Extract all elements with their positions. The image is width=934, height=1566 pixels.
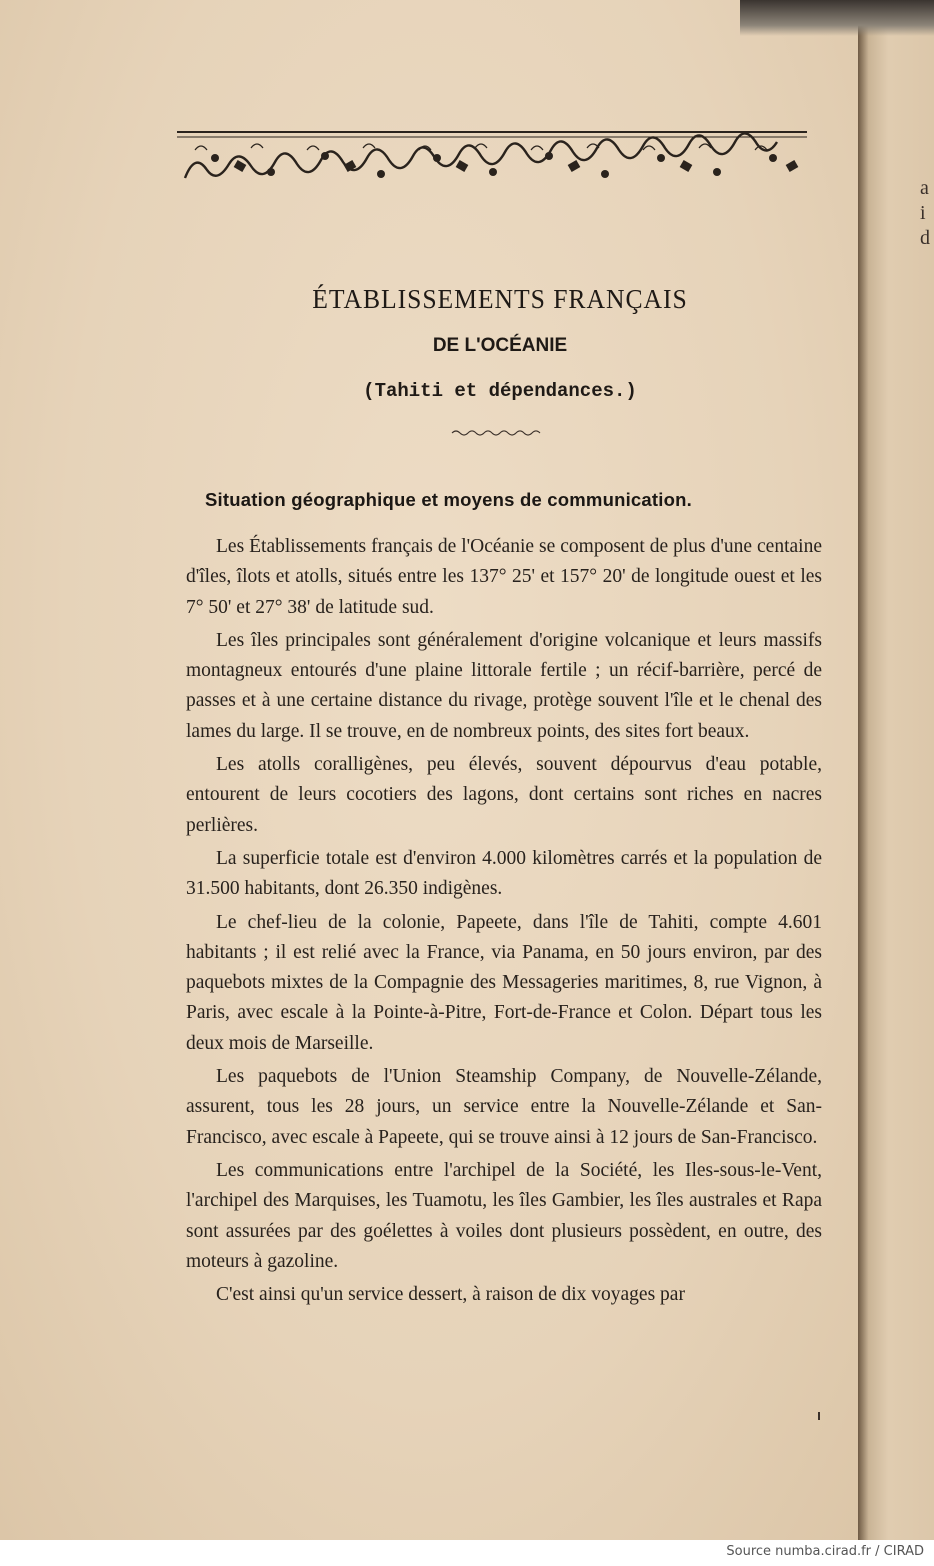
adjacent-page-letter: a xyxy=(920,177,929,199)
document-title: ÉTABLISSEMENTS FRANÇAIS xyxy=(312,284,688,314)
paragraph: Les paquebots de l'Union Steamship Company, de Nouvelle-Zélande, assurent, tous les 28 jours, un service entre la Nouvelle-Zélande et San-Francisco, avec escale à Papeete, qui se trouve ainsi à 12 jours de San-Francisco. xyxy=(186,1066,822,1148)
paragraph: Les atolls coralligènes, peu élevés, souvent dépourvus d'eau potable, entourent de leurs cocotiers des lagons, dont certains sont riches en nacres perlières. xyxy=(186,754,822,836)
paragraph: La superficie totale est d'environ 4.000 kilomètres carrés et la population de 31.500 habitants, dont 26.350 indigènes. xyxy=(186,847,822,900)
book-edge-shadow xyxy=(740,0,934,36)
document-subtitle: DE L'OCÉANIE xyxy=(432,335,568,356)
document-parenthetical: (Tahiti et dépendances.) xyxy=(363,380,637,402)
adjacent-page-letters xyxy=(920,176,934,251)
section-heading: Situation géographique et moyens de communication. xyxy=(205,489,692,510)
body-text xyxy=(186,532,822,1310)
adjacent-page-letter: d xyxy=(920,227,930,249)
adjacent-page-letter: i xyxy=(920,202,926,224)
paragraph: C'est ainsi qu'un service dessert, à raison de dix voyages par xyxy=(216,1284,685,1306)
source-credit: Source numba.cirad.fr / CIRAD xyxy=(726,1544,924,1559)
print-mark xyxy=(818,1412,820,1420)
paragraph: Les communications entre l'archipel de la Société, les Iles-sous-le-Vent, l'archipel des Marquises, les Tuamotu, les îles Gambier, les îles australes et Rapa sont assurées par des goélettes à voiles dont plusieurs possèdent, en outre, des moteurs à gazoline. xyxy=(186,1159,822,1272)
source-footer xyxy=(0,1540,934,1566)
paragraph: Les îles principales sont généralement d'origine volcanique et leurs massifs montagneux entourés d'une plaine littorale fertile ; un récif-barrière, percé de passes et à une certaine distance du rivage, protège souvent l'île et le chenal des lames du large. Il se trouve, en de nombreux points, des sites fort beaux. xyxy=(186,629,822,742)
paragraph: Le chef-lieu de la colonie, Papeete, dans l'île de Tahiti, compte 4.601 habitants ; il est relié avec la France, via Panama, en 50 jours environ, par des paquebots mixtes de la Compagnie des Messageries maritimes, 8, rue Vignon, à Paris, avec escale à la Pointe-à-Pitre, Fort-de-France et Colon. Départ tous les deux mois de Marseille. xyxy=(186,911,822,1054)
decorative-divider xyxy=(450,426,542,440)
paragraph: Les Établissements français de l'Océanie se composent de plus d'une centaine d'îles, îlots et atolls, situés entre les 137° 25' et 157° 20' de longitude ouest et les 7° 50' et 27° 38' de latitude sud. xyxy=(186,536,822,618)
decorative-header-ornament xyxy=(175,128,811,192)
